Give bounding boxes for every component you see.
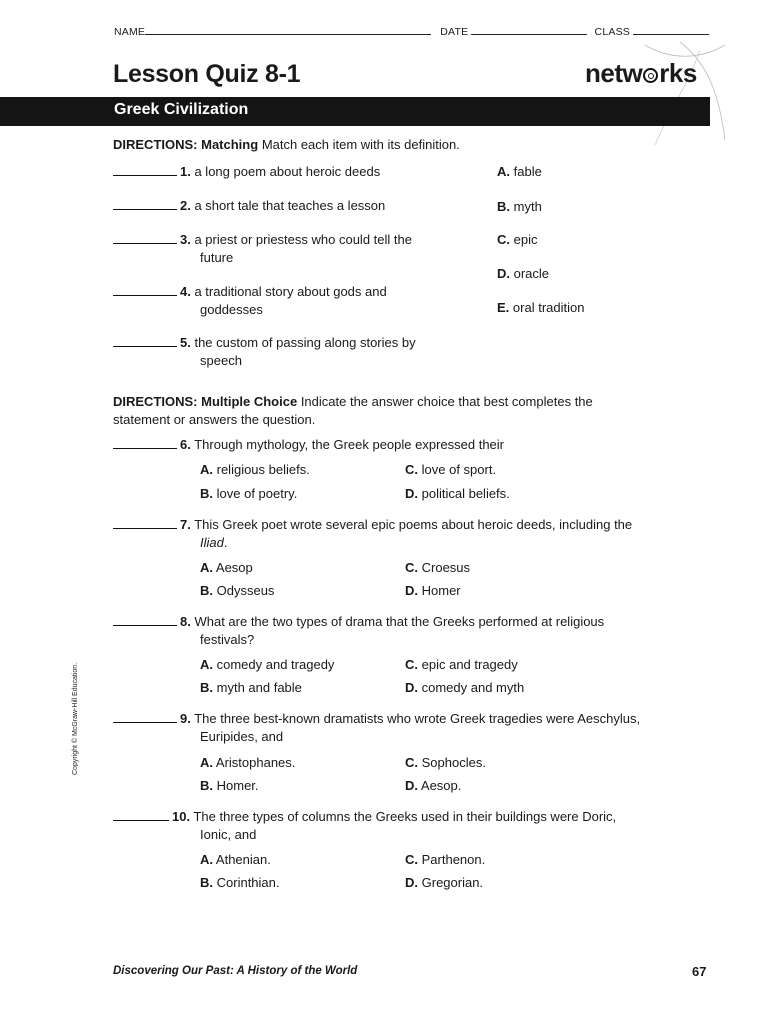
mc-option [405, 679, 524, 697]
mc-question: 7. This Greek poet wrote several epic poems about heroic deeds, including the Iliad. [113, 516, 733, 552]
matching-item [113, 163, 493, 181]
logo-text-end: rks [659, 58, 697, 88]
choice-text: oral tradition [512, 300, 585, 315]
mc-option [405, 656, 518, 674]
directions-text: Match each item with its definition. [261, 137, 460, 152]
item-text: a long poem about heroic deeds [194, 164, 381, 179]
mc-option [405, 485, 510, 503]
header-fields [114, 25, 709, 38]
matching-item [113, 283, 493, 319]
logo-text-start: netw [585, 58, 643, 88]
option-text: Parthenon. [421, 852, 486, 867]
item-number: 1. [180, 164, 191, 179]
mc-question [113, 710, 733, 746]
answer-blank[interactable] [113, 334, 177, 347]
choice-letter: A. [497, 164, 510, 179]
option-text: comedy and tragedy [216, 657, 335, 672]
directions-text: Indicate the answer choice that best completes the [300, 394, 593, 409]
item-text: a priest or priestess who could tell the [194, 232, 412, 247]
answer-blank[interactable] [113, 163, 177, 176]
class-field[interactable] [633, 25, 709, 35]
matching-item [113, 334, 493, 370]
answer-blank[interactable] [113, 197, 177, 210]
item-number: 2. [180, 198, 191, 213]
answer-blank[interactable] [113, 436, 177, 449]
option-letter: B. [200, 680, 213, 695]
question-text: Through mythology, the Greek people expressed their [194, 437, 504, 452]
item-text: the custom of passing along stories by [194, 335, 416, 350]
logo-swoosh-graphic [640, 40, 730, 150]
directions-type: Matching [201, 137, 259, 152]
option-letter: C. [405, 560, 418, 575]
item-text: a traditional story about gods and [194, 284, 387, 299]
question-text-continued: Euripides, and [200, 729, 284, 744]
mc-option [405, 582, 461, 600]
networks-logo [585, 58, 697, 89]
question-number: 10. [172, 809, 191, 824]
option-text: Sophocles. [421, 755, 486, 770]
option-text: love of poetry. [216, 486, 298, 501]
matching-choice [497, 299, 584, 317]
question-text-italic: Iliad [200, 535, 224, 550]
option-text: myth and fable [216, 680, 302, 695]
option-text: Homer. [216, 778, 259, 793]
item-text-continued: speech [200, 353, 242, 368]
matching-choice [497, 231, 537, 249]
option-letter: D. [405, 486, 418, 501]
option-text: Homer [421, 583, 461, 598]
option-letter: A. [200, 462, 213, 477]
option-text: love of sport. [421, 462, 497, 477]
question-text: The three best-known dramatists who wrote Greek tragedies were Aeschylus, [194, 711, 641, 726]
item-text: a short tale that teaches a lesson [194, 198, 386, 213]
option-text: Athenian. [215, 852, 271, 867]
option-letter: A. [200, 560, 213, 575]
option-text: comedy and myth [421, 680, 525, 695]
matching-choice [497, 265, 549, 283]
item-text-continued: goddesses [200, 302, 263, 317]
matching-directions [113, 136, 673, 154]
mc-question [113, 613, 733, 649]
option-letter: A. [200, 755, 213, 770]
item-text-continued: future [200, 250, 234, 265]
directions-label: DIRECTIONS: [113, 394, 198, 409]
footer-book-title: Discovering Our Past: A History of the World [113, 965, 358, 977]
option-text: Gregorian. [421, 875, 484, 890]
directions-text-continued: statement or answers the question. [113, 412, 316, 427]
item-number: 3. [180, 232, 191, 247]
choice-text: myth [513, 199, 542, 214]
choice-text: oracle [513, 266, 550, 281]
option-letter: D. [405, 875, 418, 890]
name-label: NAME [114, 26, 146, 38]
copyright-text: Copyright © McGraw-Hill Education. [72, 662, 79, 775]
option-letter: D. [405, 583, 418, 598]
answer-blank[interactable] [113, 516, 177, 529]
choice-text: fable [513, 164, 542, 179]
option-text: Croesus [421, 560, 471, 575]
mc-directions [113, 393, 673, 429]
date-label: DATE [440, 26, 469, 38]
choice-text: epic [513, 232, 538, 247]
option-letter: A. [200, 852, 213, 867]
option-text: epic and tragedy [421, 657, 518, 672]
copyright-notice [72, 650, 84, 775]
directions-type: Multiple Choice [201, 394, 298, 409]
question-text-continued: Ionic, and [200, 827, 257, 842]
option-letter: B. [200, 486, 213, 501]
question-text: This Greek poet wrote several epic poems about heroic deeds, including the [194, 517, 633, 532]
directions-label: DIRECTIONS: [113, 137, 198, 152]
answer-blank[interactable] [113, 283, 177, 296]
mc-option [405, 874, 483, 892]
item-number: 4. [180, 284, 191, 299]
section-title: Greek Civilization [114, 101, 249, 118]
answer-blank[interactable] [113, 710, 177, 723]
option-text: religious beliefs. [216, 462, 310, 477]
mc-option [200, 461, 310, 479]
option-letter: D. [405, 778, 418, 793]
date-field[interactable] [471, 25, 587, 35]
mc-option [405, 461, 496, 479]
answer-blank[interactable] [113, 613, 177, 626]
matching-item [113, 197, 493, 215]
question-text: What are the two types of drama that the Greeks performed at religious [194, 614, 605, 629]
mc-option [200, 559, 253, 577]
option-letter: C. [405, 755, 418, 770]
mc-option [405, 851, 485, 869]
question-text-continued: festivals? [200, 632, 255, 647]
question-number: 8. [180, 614, 191, 629]
question-number: 6. [180, 437, 191, 452]
mc-question [113, 808, 733, 844]
mc-question [113, 436, 713, 454]
item-number: 5. [180, 335, 191, 350]
option-letter: B. [200, 875, 213, 890]
option-text: Aristophanes. [215, 755, 296, 770]
answer-blank[interactable] [113, 231, 177, 244]
mc-option [405, 777, 461, 795]
mc-option [200, 754, 295, 772]
globe-icon [643, 68, 658, 83]
class-label: CLASS [594, 26, 630, 38]
answer-blank[interactable] [113, 808, 169, 821]
question-text: The three types of columns the Greeks used in their buildings were Doric, [193, 809, 617, 824]
mc-option [200, 656, 334, 674]
choice-letter: B. [497, 199, 510, 214]
option-letter: A. [200, 657, 213, 672]
choice-letter: D. [497, 266, 510, 281]
page-number: 67 [692, 964, 707, 979]
mc-option [200, 485, 297, 503]
option-letter: C. [405, 462, 418, 477]
mc-option [405, 754, 486, 772]
matching-choice [497, 163, 542, 181]
mc-option [405, 559, 470, 577]
mc-option [200, 851, 271, 869]
choice-letter: E. [497, 300, 510, 315]
mc-option [200, 679, 302, 697]
option-text: Aesop [215, 560, 253, 575]
option-text: Corinthian. [216, 875, 280, 890]
option-text: Aesop. [420, 778, 462, 793]
matching-item [113, 231, 493, 267]
matching-choice [497, 198, 542, 216]
option-letter: B. [200, 778, 213, 793]
question-number: 9. [180, 711, 191, 726]
question-number: 7. [180, 517, 191, 532]
mc-option [200, 874, 280, 892]
name-field[interactable] [145, 25, 431, 35]
page-title: Lesson Quiz 8-1 [113, 60, 301, 88]
section-banner [0, 97, 710, 126]
mc-option [200, 777, 259, 795]
option-letter: C. [405, 852, 418, 867]
option-letter: C. [405, 657, 418, 672]
option-text: Odysseus [216, 583, 275, 598]
choice-letter: C. [497, 232, 510, 247]
option-letter: D. [405, 680, 418, 695]
option-letter: B. [200, 583, 213, 598]
option-text: political beliefs. [421, 486, 510, 501]
mc-option [200, 582, 274, 600]
